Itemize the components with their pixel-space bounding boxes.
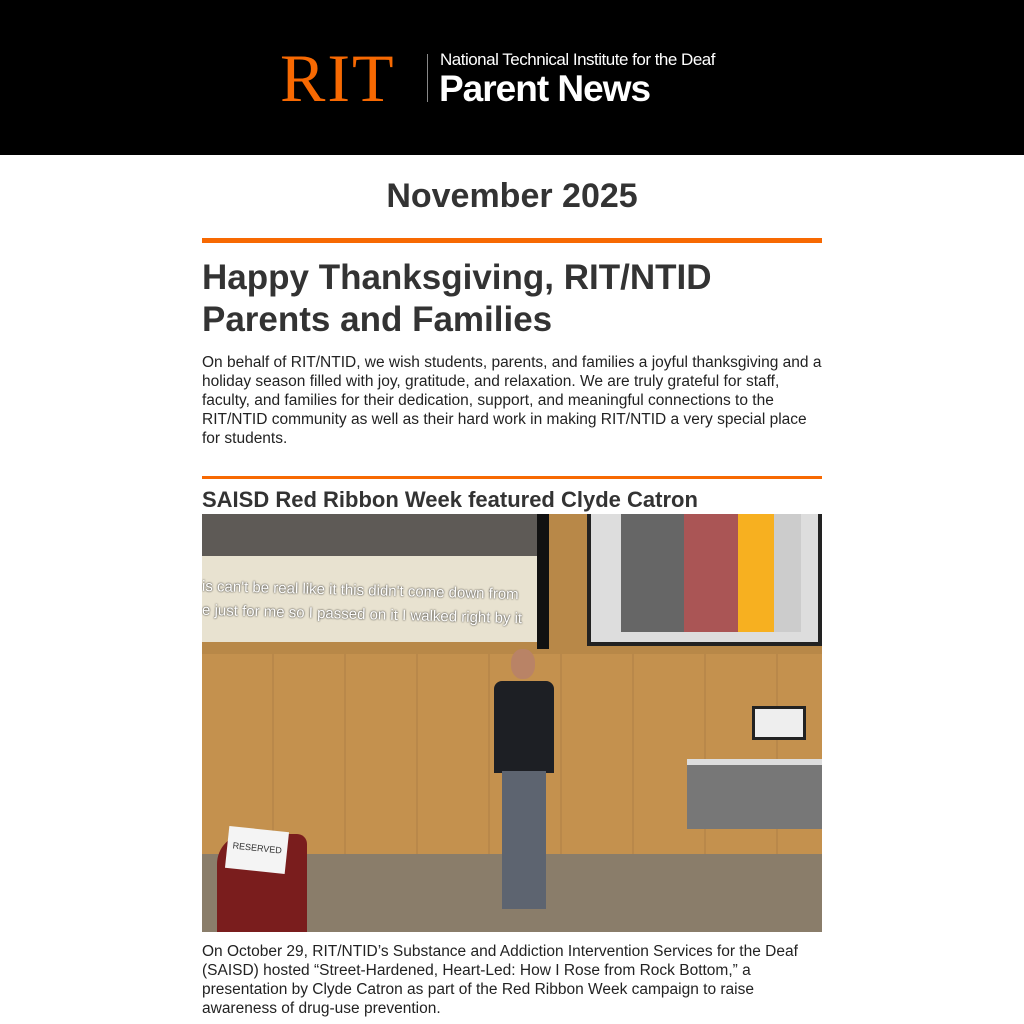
newsletter-header: [0, 0, 1024, 155]
article-photo: [202, 514, 822, 932]
projector-screen-captions: [202, 514, 537, 642]
speaker: [494, 649, 554, 914]
projected-image: [621, 514, 801, 632]
article-body: On October 29, RIT/NTID’s Substance and Addiction Intervention Services for the Deaf (SAISD) hosted “Street-Hardened, Heart-Led: How I Rose from Rock Bottom,” a presentation by Clyde Catron as part of the Red Ribbon Week campaign to raise awareness of drug-use prevention.: [202, 943, 798, 1017]
article-title: SAISD Red Ribbon Week featured Clyde Catron: [202, 487, 698, 512]
header-title: Parent News: [439, 68, 651, 109]
rit-logo: RIT: [280, 40, 396, 116]
speaker-shirt: [494, 681, 554, 773]
logo-divider: [427, 54, 428, 102]
monitor: [752, 706, 806, 740]
divider: [202, 476, 822, 479]
reserved-sign: RESERVED: [225, 826, 289, 874]
speaker-legs: [502, 771, 546, 909]
speaker-head: [511, 649, 535, 679]
header-subtitle: National Technical Institute for the Deaf: [440, 50, 715, 69]
article-title: Happy Thanksgiving, RIT/NTID Parents and Families: [202, 258, 712, 339]
projector-screen-images: [587, 514, 822, 646]
desk: [687, 759, 822, 829]
screen-caption-line: e just for me so I passed on it I walked right by it: [202, 601, 523, 628]
article-body: On behalf of RIT/NTID, we wish students, parents, and families a joyful thanksgiving and a holiday season filled with joy, gratitude, and relaxation. We are truly grateful for staff, faculty, and families for their dedication, support, and meaningful connections to the RIT/NTID community as well as their hard work in making RIT/NTID a very special place for students.: [202, 354, 822, 447]
screen-band: [202, 514, 537, 556]
article-red-ribbon: [202, 476, 822, 1018]
screen-caption-line: is can't be real like it this didn't come down from: [202, 577, 519, 604]
divider: [202, 238, 822, 243]
screen-frame: [537, 514, 549, 649]
issue-date: November 2025: [386, 177, 638, 215]
article-thanksgiving: [202, 238, 822, 448]
